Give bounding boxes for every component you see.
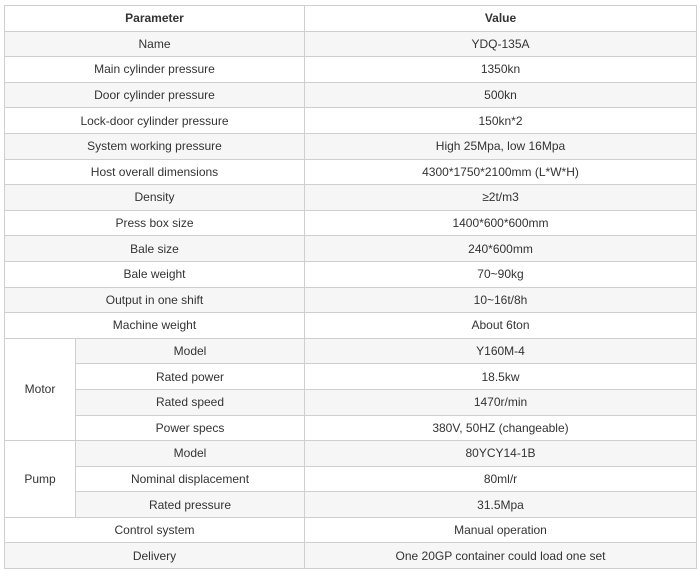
table-row <box>5 159 697 185</box>
value-cell: YDQ-135A <box>305 31 697 57</box>
table-row <box>5 313 697 339</box>
value-cell: 1470r/min <box>305 389 697 415</box>
table-row <box>5 338 697 364</box>
param-cell: Press box size <box>5 210 305 236</box>
table-row <box>5 287 697 313</box>
table-row <box>5 57 697 83</box>
param-cell: Model <box>76 441 305 467</box>
table-row <box>5 82 697 108</box>
param-cell: Density <box>5 185 305 211</box>
param-cell: Name <box>5 31 305 57</box>
value-cell: 240*600mm <box>305 236 697 262</box>
value-cell: High 25Mpa, low 16Mpa <box>305 133 697 159</box>
table-row <box>5 517 697 543</box>
value-cell: 31.5Mpa <box>305 492 697 518</box>
value-cell: 4300*1750*2100mm (L*W*H) <box>305 159 697 185</box>
value-cell: 1350kn <box>305 57 697 83</box>
param-cell: Main cylinder pressure <box>5 57 305 83</box>
param-cell: Delivery <box>5 543 305 569</box>
table-row <box>5 466 697 492</box>
value-cell: 80ml/r <box>305 466 697 492</box>
value-cell: ≥2t/m3 <box>305 185 697 211</box>
value-cell: 18.5kw <box>305 364 697 390</box>
param-cell: Bale size <box>5 236 305 262</box>
value-cell: 80YCY14-1B <box>305 441 697 467</box>
value-cell: 1400*600*600mm <box>305 210 697 236</box>
table-row <box>5 236 697 262</box>
table-row <box>5 261 697 287</box>
value-column-header: Value <box>305 6 697 32</box>
table-row <box>5 492 697 518</box>
specification-table <box>4 5 697 569</box>
value-cell: One 20GP container could load one set <box>305 543 697 569</box>
param-cell: Power specs <box>76 415 305 441</box>
param-cell: Rated pressure <box>76 492 305 518</box>
table-row <box>5 441 697 467</box>
value-cell: 70~90kg <box>305 261 697 287</box>
param-cell: Control system <box>5 517 305 543</box>
table-row <box>5 415 697 441</box>
table-row <box>5 543 697 569</box>
value-cell: 10~16t/8h <box>305 287 697 313</box>
table-row <box>5 210 697 236</box>
param-cell: Model <box>76 338 305 364</box>
value-cell: Manual operation <box>305 517 697 543</box>
value-cell: 500kn <box>305 82 697 108</box>
value-cell: About 6ton <box>305 313 697 339</box>
table-row <box>5 108 697 134</box>
motor-group-label: Motor <box>5 338 76 440</box>
table-row <box>5 364 697 390</box>
parameter-column-header: Parameter <box>5 6 305 32</box>
value-cell: 150kn*2 <box>305 108 697 134</box>
param-cell: Output in one shift <box>5 287 305 313</box>
value-cell: Y160M-4 <box>305 338 697 364</box>
table-header-row <box>5 6 697 32</box>
param-cell: Door cylinder pressure <box>5 82 305 108</box>
value-cell: 380V, 50HZ (changeable) <box>305 415 697 441</box>
param-cell: Lock-door cylinder pressure <box>5 108 305 134</box>
table-row <box>5 389 697 415</box>
param-cell: Rated power <box>76 364 305 390</box>
table-row <box>5 31 697 57</box>
pump-group-label: Pump <box>5 441 76 518</box>
param-cell: Nominal displacement <box>76 466 305 492</box>
param-cell: Machine weight <box>5 313 305 339</box>
param-cell: Host overall dimensions <box>5 159 305 185</box>
table-row <box>5 185 697 211</box>
param-cell: Rated speed <box>76 389 305 415</box>
param-cell: System working pressure <box>5 133 305 159</box>
table-row <box>5 133 697 159</box>
param-cell: Bale weight <box>5 261 305 287</box>
